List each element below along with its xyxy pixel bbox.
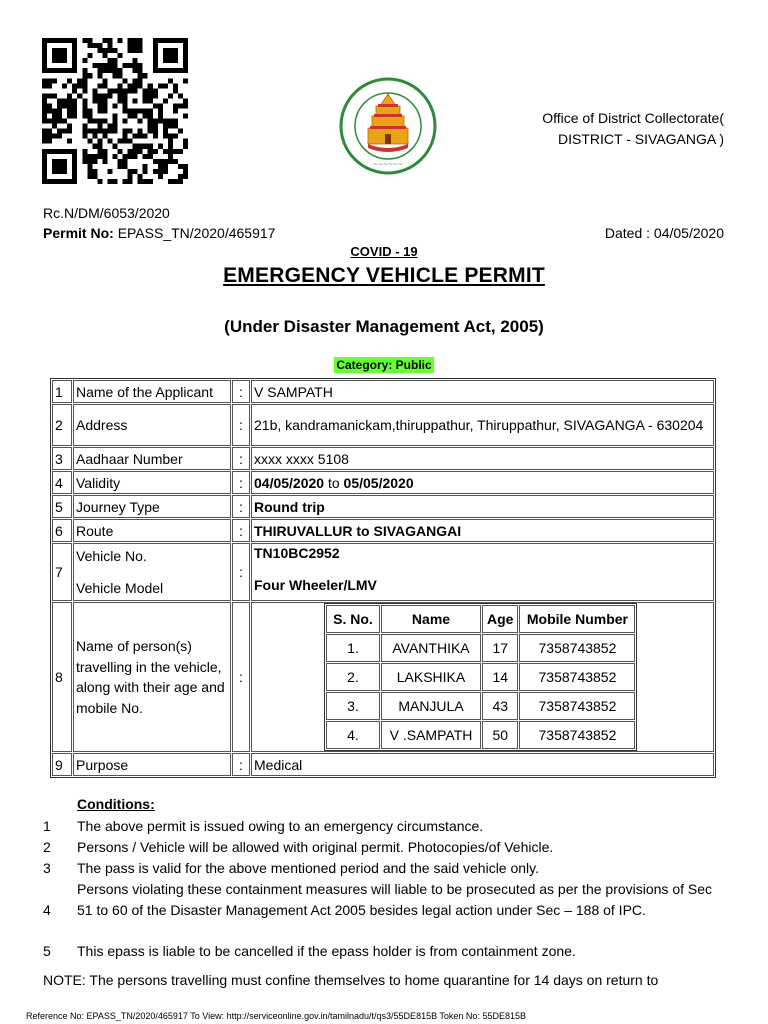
permit-number-line: [43, 225, 275, 241]
person-mobile: 7358743852: [519, 634, 635, 662]
row-number: 6: [52, 519, 72, 542]
vehicle-values: [251, 543, 714, 601]
tamil-nadu-emblem: [338, 76, 438, 176]
condition-text: Persons violating these containment measures will liable to be prosecuted as per the provisions of Sec 51 to 60 of the Disaster Management Act 2005 besides legal action under Sec – 188 of IPC.: [77, 881, 713, 918]
condition-number: 5: [43, 943, 51, 959]
note-text: NOTE: The persons travelling must confine themselves to home quarantine for 14 days on return to: [43, 972, 659, 988]
svg-text:~~~~~~: ~~~~~~: [372, 161, 404, 168]
person-age: 17: [482, 634, 518, 662]
validity-from: 04/05/2020: [254, 474, 325, 491]
condition-number: 3: [43, 860, 51, 876]
condition-text: Persons / Vehicle will be allowed with original permit. Photocopies/of Vehicle.: [77, 839, 554, 855]
condition-text: The above permit is issued owing to an emergency circumstance.: [77, 818, 484, 834]
row-number: 3: [52, 447, 72, 470]
person-sno: 4.: [326, 721, 380, 749]
row-label: Name of the Applicant: [73, 380, 231, 403]
category-badge: Category: Public: [336, 358, 432, 372]
row-label: Name of person(s) travelling in the vehicle, along with their age and mobile No.: [73, 602, 231, 752]
journey-type-value: Round trip: [251, 495, 714, 518]
column-header: Name: [381, 605, 481, 633]
persons-table: [324, 603, 637, 751]
purpose-value: Medical: [251, 753, 714, 776]
person-mobile: 7358743852: [519, 663, 635, 691]
person-age: 14: [482, 663, 518, 691]
conditions-title: Conditions:: [77, 796, 155, 812]
permit-number: EPASS_TN/2020/465917: [117, 225, 276, 241]
person-name: AVANTHIKA: [381, 634, 481, 662]
row-number: 5: [52, 495, 72, 518]
applicant-name: V SAMPATH: [251, 380, 714, 403]
row-colon: :: [232, 447, 250, 470]
column-header: Mobile Number: [519, 605, 635, 633]
vehicle-labels: [73, 543, 231, 601]
condition-number: 2: [43, 839, 51, 855]
row-colon: :: [232, 495, 250, 518]
row-colon: :: [232, 602, 250, 752]
table-header-row: [326, 605, 635, 633]
route-value: THIRUVALLUR to SIVAGANGAI: [251, 519, 714, 542]
table-row: [52, 543, 714, 601]
person-name: MANJULA: [381, 692, 481, 720]
office-name-line1: Office of District Collectorate(: [542, 110, 724, 126]
qr-code: [42, 38, 188, 184]
persons-cell: [251, 602, 714, 752]
office-name-line2: DISTRICT - SIVAGANGA ): [558, 131, 724, 147]
row-number: 1: [52, 380, 72, 403]
row-label: Route: [73, 519, 231, 542]
row-number: 4: [52, 471, 72, 494]
person-sno: 3.: [326, 692, 380, 720]
column-header: S. No.: [326, 605, 380, 633]
document-title: EMERGENCY VEHICLE PERMIT: [223, 264, 545, 287]
document-subtitle: (Under Disaster Management Act, 2005): [224, 317, 544, 336]
table-row: [52, 447, 714, 470]
reference-number: Rc.N/DM/6053/2020: [43, 205, 170, 221]
person-age: 43: [482, 692, 518, 720]
row-label: Validity: [73, 471, 231, 494]
table-row: [326, 634, 635, 662]
row-colon: :: [232, 404, 250, 446]
table-row: [52, 495, 714, 518]
person-sno: 2.: [326, 663, 380, 691]
dated: Dated : 04/05/2020: [604, 225, 724, 241]
row-colon: :: [232, 753, 250, 776]
table-row: [52, 602, 714, 752]
row-number: 9: [52, 753, 72, 776]
table-row: [52, 753, 714, 776]
condition-text: The pass is valid for the above mentioned period and the said vehicle only.: [77, 860, 540, 876]
vehicle-model-value: Four Wheeler/LMV: [254, 577, 377, 593]
table-row: [326, 692, 635, 720]
row-number: 7: [52, 543, 72, 601]
row-number: 8: [52, 602, 72, 752]
category-line: [0, 358, 768, 372]
row-colon: :: [232, 380, 250, 403]
table-row: [52, 471, 714, 494]
validity-to: 05/05/2020: [343, 474, 414, 491]
person-name: LAKSHIKA: [381, 663, 481, 691]
person-mobile: 7358743852: [519, 721, 635, 749]
person-mobile: 7358743852: [519, 692, 635, 720]
row-colon: :: [232, 543, 250, 601]
person-sno: 1.: [326, 634, 380, 662]
table-row: [326, 721, 635, 749]
table-row: [326, 663, 635, 691]
reference-footer: Reference No: EPASS_TN/2020/465917 To View: http://serviceonline.gov.in/tamilnadu/t/qs3/55DE815B Token No: 55DE815B: [26, 1011, 526, 1021]
table-row: [52, 380, 714, 403]
vehicle-model-label: Vehicle Model: [76, 580, 164, 596]
validity-value: [251, 471, 714, 494]
row-number: 2: [52, 404, 72, 446]
row-colon: :: [232, 471, 250, 494]
condition-number: 4: [43, 902, 51, 918]
vehicle-no-label: Vehicle No.: [76, 548, 147, 564]
row-colon: :: [232, 519, 250, 542]
address-value: 21b, kandramanickam,thiruppathur, Thiruppathur, SIVAGANGA - 630204: [251, 404, 714, 446]
person-name: V .SAMPATH: [381, 721, 481, 749]
permit-details-table: [50, 378, 716, 778]
condition-number: 1: [43, 818, 51, 834]
table-row: [52, 404, 714, 446]
row-label: Purpose: [73, 753, 231, 776]
table-row: [52, 519, 714, 542]
covid-heading: COVID - 19: [350, 244, 418, 259]
aadhaar-value: xxxx xxxx 5108: [251, 447, 714, 470]
condition-text: This epass is liable to be cancelled if the epass holder is from containment zone.: [77, 943, 576, 959]
permit-label: Permit No:: [43, 225, 114, 241]
validity-to-word: to: [327, 474, 340, 491]
column-header: Age: [482, 605, 518, 633]
row-label: Aadhaar Number: [73, 447, 231, 470]
row-label: Address: [73, 404, 231, 446]
vehicle-no-value: TN10BC2952: [254, 545, 340, 561]
person-age: 50: [482, 721, 518, 749]
row-label: Journey Type: [73, 495, 231, 518]
